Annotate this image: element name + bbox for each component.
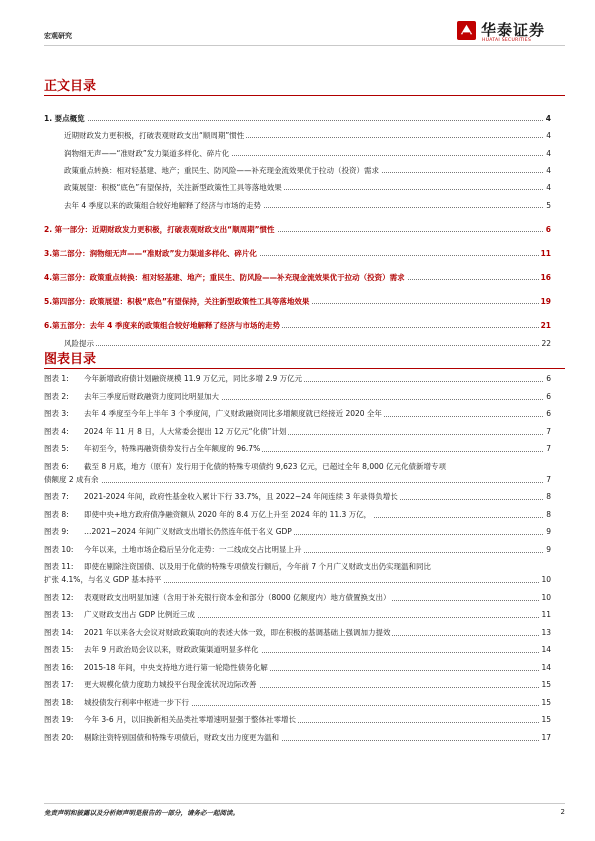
figure-page: 10 <box>541 575 551 584</box>
huatai-logo-icon <box>457 21 476 40</box>
figure-page: 7 <box>546 474 551 484</box>
figure-caption: 剔除注资特别国债和特殊专项债后，财政支出力度更为温和 <box>84 732 279 742</box>
figure-caption: 2015-18 年间，中央支持地方进行第一轮隐性债务化解 <box>84 662 268 672</box>
disclaimer-note: 免责声明和披露以及分析师声明是报告的一部分，请务必一起阅读。 <box>44 809 239 817</box>
figure-caption-line <box>44 508 373 521</box>
figure-entry[interactable] <box>44 678 551 691</box>
figure-caption-line <box>44 543 304 556</box>
figure-caption: 广义财政支出占 GDP 比例近三成 <box>84 610 195 619</box>
footer-divider <box>44 803 565 804</box>
figure-number: 图表 4: <box>44 426 69 436</box>
figure-caption: 年初至今，特殊再融资债券发行占全年额度的 96.7% <box>84 444 261 453</box>
figure-number: 图表 19: <box>44 715 74 724</box>
figure-list <box>44 372 551 744</box>
figure-caption: 2024 年 11 月 8 日，人大常委会提出 12 万亿元“化债”计划 <box>84 426 287 436</box>
figure-page: 15 <box>541 715 551 724</box>
figure-caption-line <box>44 390 221 403</box>
toc-entry-page: 19 <box>540 297 551 306</box>
toc-entry-label: 6.第五部分：去年 4 季度来的政策组合较好地解释了经济与市场的走势 <box>44 321 281 330</box>
figure-caption: 即使中央+地方政府债净融资额从 2020 年的 8.4 万亿上升至 2024 年的 11.3 万亿， <box>84 509 372 519</box>
figure-caption: 扩张 4.1%，与名义 GDP 基本持平 <box>44 575 162 584</box>
figure-entry[interactable] <box>44 442 551 455</box>
figure-caption-line <box>44 525 294 538</box>
figure-caption: 今年新增政府债计划融资规模 11.9 万亿元，同比多增 2.9 万亿元 <box>84 374 303 383</box>
toc-entry-label: 5.第四部分：政策展望：积极“底色”有望保持，关注新型政策性工具等落地效果 <box>44 297 310 306</box>
figure-caption-line <box>44 678 259 691</box>
figure-entry[interactable] <box>44 643 551 656</box>
toc-entry[interactable] <box>44 296 551 307</box>
toc-entry-page: 4 <box>545 114 551 123</box>
figure-caption: 城投债发行利率中枢进一步下行 <box>84 697 189 707</box>
figure-number: 图表 8: <box>44 509 69 519</box>
figure-number: 图表 13: <box>44 610 74 619</box>
figure-caption: 去年 9 月政治局会议以来，财政政策渠道明显多样化 <box>84 645 259 654</box>
figure-entry[interactable] <box>44 560 551 586</box>
logo-subtitle: HUATAI SECURITIES <box>482 38 532 43</box>
figure-caption-line <box>44 490 400 503</box>
figure-page: 15 <box>541 697 551 707</box>
figure-number: 图表 6: <box>44 461 69 471</box>
figure-caption-line <box>44 425 288 438</box>
figure-number: 图表 3: <box>44 409 69 418</box>
figure-caption-line <box>44 713 298 726</box>
figure-caption: 债额度 2 成有余 <box>44 474 99 484</box>
figure-caption-line <box>44 372 304 385</box>
figure-number: 图表 10: <box>44 544 74 554</box>
figure-page: 6 <box>546 374 551 383</box>
toc-leader-dots <box>44 120 543 121</box>
figure-page: 9 <box>546 527 551 536</box>
figure-caption: 2021 年以来各大会议对财政政策取向的表述大体一致，即在积极的基调基础上强调加力提效 <box>84 627 391 637</box>
toc-entry-page: 4 <box>546 131 551 140</box>
toc-entry[interactable] <box>44 338 551 349</box>
toc-entry[interactable] <box>44 224 551 235</box>
figure-page: 10 <box>541 592 551 602</box>
figure-number: 图表 14: <box>44 627 74 637</box>
figure-entry[interactable] <box>44 608 551 621</box>
figure-caption-line <box>44 473 101 486</box>
toc-entry[interactable] <box>44 272 551 283</box>
figure-number: 图表 18: <box>44 697 74 707</box>
figure-caption: …2021~2024 年间广义财政支出增长仍然连年低于名义 GDP <box>84 527 292 536</box>
toc-entry-page: 4 <box>546 183 551 192</box>
figure-caption: 去年 4 季度至今年上半年 3 个季度间，广义财政融资同比多增额度就已经接近 2020 全年 <box>84 409 382 418</box>
figure-number: 图表 11: <box>44 562 74 571</box>
header-divider <box>44 45 565 46</box>
figure-caption-line <box>44 560 433 573</box>
toc-entry-label: 1. 要点概览 <box>44 114 85 123</box>
figure-entry[interactable] <box>44 425 551 438</box>
toc-entry-page: 4 <box>546 149 551 158</box>
figure-caption: 今年以来，土地市场企稳后呈分化走势：一二线成交占比明显上升 <box>84 544 302 554</box>
figure-caption: 去年三季度后财政融资力度同比明显加大 <box>84 391 219 401</box>
toc-entry-page: 5 <box>546 201 551 210</box>
figure-page: 6 <box>546 391 551 401</box>
figure-number: 图表 1: <box>44 374 69 383</box>
figure-entry[interactable] <box>44 407 551 420</box>
figure-entry[interactable] <box>44 460 551 486</box>
figure-entry[interactable] <box>44 490 551 503</box>
figure-page: 11 <box>541 610 551 619</box>
figure-entry[interactable] <box>44 543 551 556</box>
figure-caption: 截至 8 月底，地方（原有）发行用于化债的特殊专项债约 9,623 亿元，已超过全年 8,000 亿元化债新增专项 <box>84 461 447 471</box>
figure-caption-line <box>44 643 261 656</box>
toc-title-divider <box>44 95 565 96</box>
toc-entry-label: 近期财政发力更积极，打破表观财政支出“顺周期”惯性 <box>64 131 245 140</box>
figure-caption-line <box>44 731 281 744</box>
figure-caption-line <box>44 460 448 473</box>
figure-number: 图表 5: <box>44 444 69 453</box>
figure-caption: 更大规模化债力度助力城投平台现金流状况边际改善 <box>84 680 257 689</box>
toc-entry-label: 3.第二部分：润物细无声——“准财政”发力渠道多样化、碎片化 <box>44 249 257 258</box>
report-category-tag: 宏观研究 <box>44 32 72 40</box>
figure-number: 图表 17: <box>44 680 74 689</box>
toc-entry-label: 润物细无声——“准财政”发力渠道多样化、碎片化 <box>64 149 230 158</box>
toc-entry[interactable] <box>44 130 551 141</box>
figure-caption-line <box>44 661 270 674</box>
toc-entry[interactable] <box>44 248 551 259</box>
toc-entry-label: 2. 第一部分：近期财政发力更积极，打破表观财政支出“顺周期”惯性 <box>44 225 275 234</box>
toc-entry-label: 去年 4 季度以来的政策组合较好地解释了经济与市场的走势 <box>64 201 262 210</box>
figure-page: 9 <box>546 544 551 554</box>
toc-leader-dots <box>64 345 543 346</box>
figures-title: 图表目录 <box>44 352 97 367</box>
figure-entry[interactable] <box>44 661 551 674</box>
toc-entry[interactable] <box>44 200 551 211</box>
toc-entry-page: 21 <box>540 321 551 330</box>
figure-caption-line <box>44 591 392 604</box>
figure-caption-line <box>44 608 197 621</box>
figure-page: 8 <box>546 509 551 519</box>
figure-caption-line <box>44 573 163 586</box>
toc-entry-label: 政策展望：积极“底色”有望保持，关注新型政策性工具等落地效果 <box>64 183 282 192</box>
figure-entry[interactable] <box>44 713 551 726</box>
figure-caption-line <box>44 442 262 455</box>
figure-caption: 今年 3-6 月，以旧换新相关品类社零增速明显强于整体社零增长 <box>84 715 297 724</box>
figure-caption-line <box>44 626 392 639</box>
figure-entry[interactable] <box>44 390 551 403</box>
toc-entry-label: 政策重点转换：相对轻基建、地产；重民生、防风险——补充现金流效果优于拉动（投资）需求 <box>64 166 379 175</box>
toc-entry[interactable] <box>44 113 551 124</box>
figure-caption: 2021-2024 年间，政府性基金收入累计下行 33.7%，且 2022~24 年间连续 3 年录得负增长 <box>84 492 398 501</box>
figure-entry[interactable] <box>44 508 551 521</box>
figure-entry[interactable] <box>44 731 551 744</box>
toc-entry-page: 22 <box>541 339 551 348</box>
figure-number: 图表 15: <box>44 645 74 654</box>
figure-page: 14 <box>541 662 551 672</box>
figure-page: 13 <box>541 627 551 637</box>
figure-entry[interactable] <box>44 626 551 639</box>
figure-entry[interactable] <box>44 591 551 604</box>
toc-title: 正文目录 <box>44 79 97 94</box>
figure-number: 图表 16: <box>44 662 74 672</box>
toc-entry[interactable] <box>44 320 551 331</box>
figure-page: 8 <box>546 492 551 501</box>
toc-entry[interactable] <box>44 165 551 176</box>
toc-entry-label: 4.第三部分：政策重点转换：相对轻基建、地产；重民生、防风险——补充现金流效果优于拉动（投资）需求 <box>44 273 405 282</box>
figure-caption: 即使在剔除注资国债、以及用于化债的特殊专项债发行额后，今年前 7 个月广义财政支出仍实现温和同比 <box>84 562 432 571</box>
figure-number: 图表 20: <box>44 732 74 742</box>
toc-entry-label: 风险提示 <box>64 339 94 348</box>
figure-entry[interactable] <box>44 696 551 709</box>
toc-entry-page: 16 <box>540 273 551 282</box>
figure-number: 图表 7: <box>44 492 69 501</box>
figure-caption: 表观财政支出明显加速（含用于补充银行资本金和部分（8000 亿额度内）地方债置换支出） <box>84 592 391 602</box>
figure-leader-dots <box>44 482 543 483</box>
figure-page: 7 <box>546 426 551 436</box>
figure-caption-line <box>44 407 384 420</box>
toc-entry-page: 4 <box>546 166 551 175</box>
figure-entry[interactable] <box>44 525 551 538</box>
figures-title-divider <box>44 368 565 369</box>
figure-entry[interactable] <box>44 372 551 385</box>
toc-entry-page: 6 <box>545 225 551 234</box>
figure-page: 14 <box>541 645 551 654</box>
logo-name: 华泰证券 <box>481 21 546 39</box>
figure-page: 7 <box>546 444 551 453</box>
toc-entry[interactable] <box>44 148 551 159</box>
figure-number: 图表 12: <box>44 592 74 602</box>
toc-entry-page: 11 <box>540 249 551 258</box>
figure-page: 15 <box>541 680 551 689</box>
page-number: 2 <box>560 808 565 816</box>
figure-page: 6 <box>546 409 551 418</box>
figure-number: 图表 2: <box>44 391 69 401</box>
toc-entry[interactable] <box>44 182 551 193</box>
figure-number: 图表 9: <box>44 527 69 536</box>
figure-page: 17 <box>541 732 551 742</box>
figure-caption-line <box>44 696 191 709</box>
